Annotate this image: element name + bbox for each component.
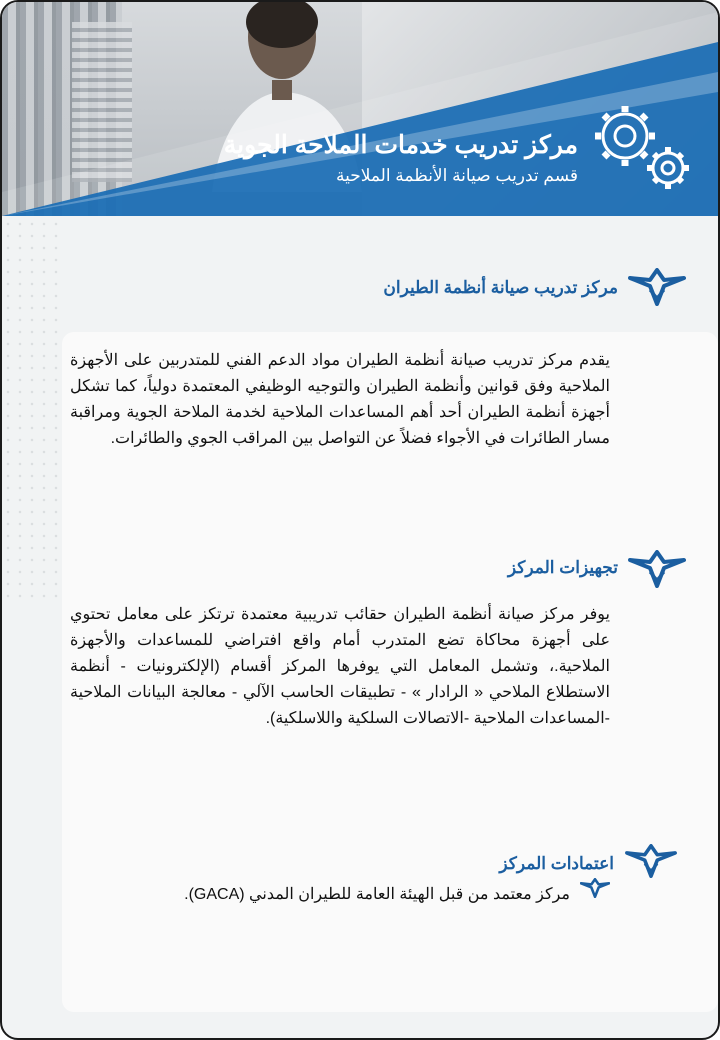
section-body: مركز معتمد من قبل الهيئة العامة للطيران المدني (GACA).	[184, 886, 570, 903]
header-banner	[2, 2, 718, 216]
decorative-dots	[2, 218, 62, 598]
section-logo-icon	[624, 844, 678, 878]
page-title: مركز تدريب خدمات الملاحة الجوية	[223, 131, 578, 159]
section-body: يوفر مركز صيانة أنظمة الطيران حقائب تدريبية معتمدة ترتكز على معامل تحتوي على أجهزة محاكاة تضع المتدرب أمام واقع افتراضي للمساعدات والأجهزة الملاحية.، وتشمل المعامل التي يوفرها المركز أقسام (الإلكترونيات - أنظمة الاستطلاع الملاحي « الرادار » - تطبيقات الحاسب الآلي - معالجة البيانات الملاحية -المساعدات الملاحية -الاتصالات السلكية واللاسلكية).	[70, 606, 611, 727]
section-heading: اعتمادات المركز	[499, 854, 614, 873]
bullet-logo-icon	[580, 878, 610, 898]
section-logo-icon	[628, 268, 686, 306]
page-subtitle: قسم تدريب صيانة الأنظمة الملاحية	[335, 166, 578, 185]
section-body: يقدم مركز تدريب صيانة أنظمة الطيران مواد الدعم الفني للمتدربين على الأجهزة الملاحية وفق قوانين وأنظمة الطيران والتوجيه الوظيفي المعتمدة دولياً، كما تشكل أجهزة أنظمة الطيران أحد أهم المساعدات الملاحية لخدمة الملاحة الجوية ومراقبة مسار الطائرات في الأجواء فضلاً عن التواصل بين المراقب الجوي والطائرات.	[70, 352, 611, 447]
section-logo-icon	[628, 550, 686, 588]
gears-icon	[580, 98, 700, 198]
section-heading: مركز تدريب صيانة أنظمة الطيران	[383, 278, 618, 297]
section-heading: تجهيزات المركز	[507, 558, 618, 577]
